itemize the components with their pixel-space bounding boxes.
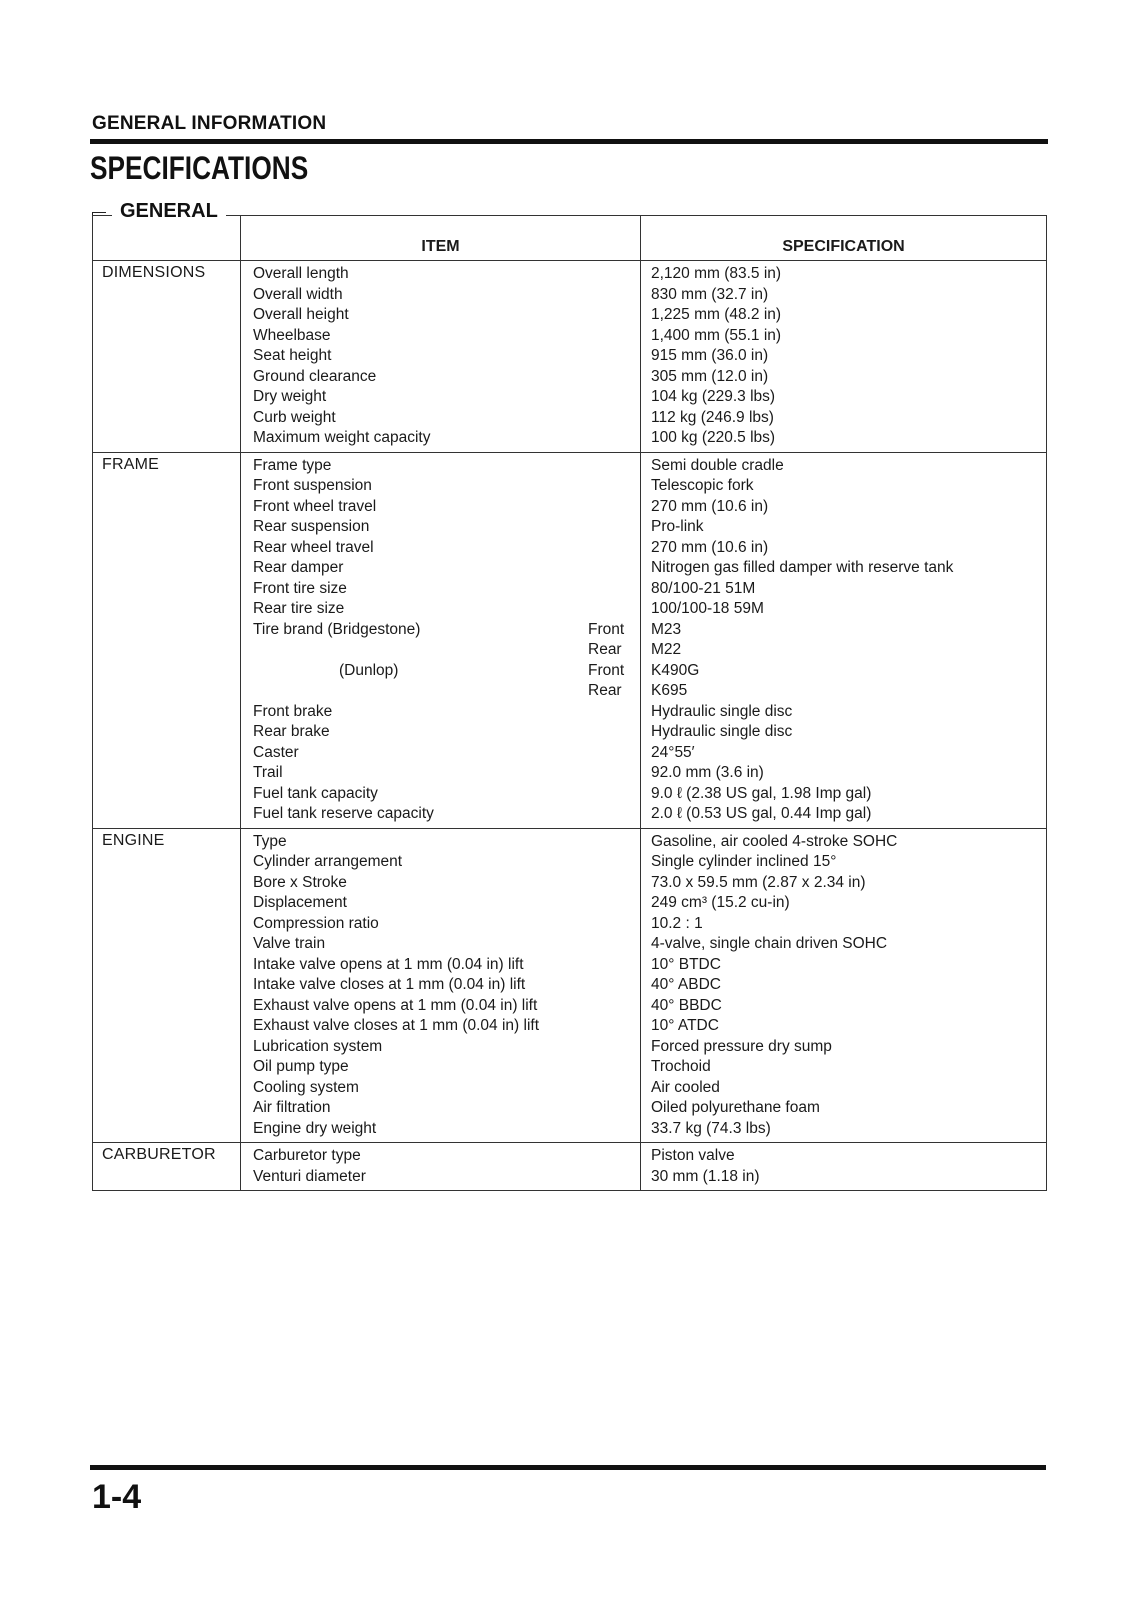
- item-label: Fuel tank capacity: [253, 784, 378, 802]
- item-label: Seat height: [253, 347, 332, 364]
- item-label: Front brake: [253, 702, 333, 720]
- spec-value: K490G: [651, 661, 700, 679]
- item-line: [253, 743, 632, 764]
- item-cell: [241, 452, 641, 828]
- spec-value: Hydraulic single disc: [651, 702, 793, 720]
- item-line: [253, 1098, 632, 1119]
- item-label: Air filtration: [253, 1099, 331, 1116]
- spec-value: Semi double cradle: [651, 456, 784, 474]
- item-column-header: ITEM: [241, 216, 641, 261]
- spec-value: 305 mm (12.0 in): [651, 367, 769, 385]
- item-line: [253, 832, 632, 853]
- item-label: Valve train: [253, 935, 326, 952]
- spec-value: 80/100-21 51M: [651, 579, 756, 597]
- item-line: [253, 1119, 632, 1140]
- spec-value: 2.0 ℓ (0.53 US gal, 0.44 Imp gal): [651, 805, 872, 822]
- spec-value: 73.0 x 59.5 mm (2.87 x 2.34 in): [651, 873, 866, 891]
- item-line: [253, 408, 632, 429]
- table-row: [93, 1143, 1047, 1191]
- spec-cell: [641, 828, 1047, 1143]
- item-line: [253, 1146, 632, 1167]
- spec-value: Air cooled: [651, 1078, 720, 1096]
- item-line: [253, 264, 632, 285]
- item-line: [253, 346, 632, 367]
- spec-cell: [641, 1143, 1047, 1191]
- specification-column-header: SPECIFICATION: [641, 216, 1047, 261]
- table-row: [93, 828, 1047, 1143]
- spec-value: 1,400 mm (55.1 in): [651, 326, 782, 344]
- tire-position-label: Front: [588, 661, 625, 679]
- item-line: [253, 599, 632, 620]
- item-line: [253, 1037, 632, 1058]
- spec-value: Gasoline, air cooled 4-stroke SOHC: [651, 832, 898, 850]
- item-line: [253, 1057, 632, 1078]
- item-line: [253, 428, 632, 449]
- item-line: [253, 661, 632, 682]
- item-label: Rear brake: [253, 723, 330, 740]
- item-label: [253, 681, 588, 702]
- item-line: [253, 620, 632, 641]
- spec-value: 270 mm (10.6 in): [651, 538, 769, 556]
- item-line: [253, 456, 632, 477]
- spec-cell: [641, 452, 1047, 828]
- item-label: Maximum weight capacity: [253, 429, 431, 446]
- spec-value: M22: [651, 641, 682, 658]
- item-line: [253, 517, 632, 538]
- item-label: Compression ratio: [253, 914, 379, 932]
- item-label: Type: [253, 832, 287, 850]
- item-line: [253, 722, 632, 743]
- item-label: Cooling system: [253, 1078, 359, 1096]
- item-label: (Dunlop): [339, 661, 399, 679]
- item-line: [253, 681, 632, 702]
- item-label: Trail: [253, 764, 283, 781]
- spec-value: 100/100-18 59M: [651, 600, 764, 617]
- specifications-table: [92, 215, 1047, 1191]
- item-label: Rear wheel travel: [253, 538, 374, 556]
- spec-value: 10.2 : 1: [651, 914, 703, 932]
- group-label: GENERAL: [112, 200, 226, 223]
- item-label: Rear damper: [253, 559, 344, 576]
- spec-value: M23: [651, 620, 682, 638]
- item-label: Rear tire size: [253, 600, 345, 617]
- spec-value: 249 cm³ (15.2 cu-in): [651, 894, 790, 911]
- spec-value: 10° ATDC: [651, 1017, 719, 1034]
- spec-value: 100 kg (220.5 lbs): [651, 429, 776, 446]
- spec-value: 2,120 mm (83.5 in): [651, 265, 782, 282]
- section-label: GENERAL INFORMATION: [92, 113, 327, 134]
- item-line: [253, 763, 632, 784]
- spec-value: K695: [651, 682, 688, 699]
- item-label: Displacement: [253, 894, 347, 911]
- tire-position-label: Front: [588, 620, 625, 638]
- item-line: [253, 497, 632, 518]
- item-label: Exhaust valve opens at 1 mm (0.04 in) lift: [253, 996, 538, 1014]
- item-line: [253, 558, 632, 579]
- spec-value: Pro-link: [651, 518, 704, 535]
- item-line: [253, 934, 632, 955]
- item-label: Front wheel travel: [253, 497, 377, 515]
- spec-value: 33.7 kg (74.3 lbs): [651, 1119, 771, 1137]
- item-line: [253, 476, 632, 497]
- spec-value: 10° BTDC: [651, 955, 721, 973]
- item-line: [253, 914, 632, 935]
- spec-value: 30 mm (1.18 in): [651, 1167, 760, 1185]
- item-cell: [241, 828, 641, 1143]
- spec-value: 9.0 ℓ (2.38 US gal, 1.98 Imp gal): [651, 784, 872, 802]
- item-label: Bore x Stroke: [253, 873, 347, 891]
- item-label: Venturi diameter: [253, 1167, 366, 1185]
- table-row: [93, 452, 1047, 828]
- item-label: Tire brand (Bridgestone): [253, 620, 421, 638]
- item-line: [253, 326, 632, 347]
- item-line: [253, 784, 632, 805]
- page-number: 1-4: [92, 1478, 142, 1516]
- item-line: [253, 579, 632, 600]
- item-label: Overall width: [253, 285, 343, 303]
- item-label: Front tire size: [253, 579, 347, 597]
- item-label: Caster: [253, 743, 299, 761]
- item-line: [253, 285, 632, 306]
- item-label: Intake valve closes at 1 mm (0.04 in) lift: [253, 976, 526, 993]
- category-cell: DIMENSIONS: [93, 261, 241, 453]
- spec-value: Trochoid: [651, 1058, 711, 1075]
- table-row: [93, 261, 1047, 453]
- spec-value: 1,225 mm (48.2 in): [651, 306, 782, 323]
- spec-value: Forced pressure dry sump: [651, 1037, 832, 1055]
- item-label: Cylinder arrangement: [253, 853, 403, 870]
- spec-value: 112 kg (246.9 lbs): [651, 408, 774, 426]
- spec-cell: [641, 261, 1047, 453]
- spec-value: 830 mm (32.7 in): [651, 285, 769, 303]
- item-label: Curb weight: [253, 408, 336, 426]
- category-cell: CARBURETOR: [93, 1143, 241, 1191]
- item-label: Ground clearance: [253, 367, 377, 385]
- item-label: Frame type: [253, 456, 332, 474]
- item-label: Exhaust valve closes at 1 mm (0.04 in) lift: [253, 1017, 540, 1034]
- spec-value: 24°55′: [651, 743, 695, 761]
- spec-value: 270 mm (10.6 in): [651, 497, 769, 515]
- item-line: [253, 873, 632, 894]
- spec-value: Oiled polyurethane foam: [651, 1099, 820, 1116]
- item-label: Oil pump type: [253, 1058, 349, 1075]
- item-line: [253, 702, 632, 723]
- item-cell: [241, 261, 641, 453]
- item-label: Intake valve opens at 1 mm (0.04 in) lift: [253, 955, 524, 973]
- item-label: Carburetor type: [253, 1147, 361, 1164]
- item-label: Rear suspension: [253, 518, 370, 535]
- item-label: Overall height: [253, 306, 349, 323]
- spec-value: 40° BBDC: [651, 996, 722, 1014]
- item-cell: [241, 1143, 641, 1191]
- item-line: [253, 387, 632, 408]
- header-rule: [90, 139, 1048, 144]
- spec-value: Single cylinder inclined 15°: [651, 853, 837, 870]
- item-line: [253, 996, 632, 1017]
- item-label: [253, 640, 588, 661]
- table-header-row: [93, 216, 1047, 261]
- spec-value: Nitrogen gas filled damper with reserve tank: [651, 559, 954, 576]
- item-label: Wheelbase: [253, 326, 331, 344]
- item-line: [253, 1167, 632, 1188]
- category-cell: FRAME: [93, 452, 241, 828]
- spec-value: Piston valve: [651, 1147, 735, 1164]
- item-label: Engine dry weight: [253, 1119, 377, 1137]
- tire-position-label: Rear: [588, 641, 622, 658]
- item-line: [253, 893, 632, 914]
- spec-value: 40° ABDC: [651, 976, 721, 993]
- item-label: Overall length: [253, 265, 349, 282]
- item-line: [253, 955, 632, 976]
- item-label: Front suspension: [253, 477, 372, 494]
- table-body: [93, 261, 1047, 1191]
- footer-rule: [90, 1465, 1046, 1470]
- item-line: [253, 367, 632, 388]
- spec-value: Telescopic fork: [651, 477, 754, 494]
- group-bracket: [92, 212, 106, 213]
- item-line: [253, 1078, 632, 1099]
- item-line: [253, 852, 632, 873]
- spec-value: 104 kg (229.3 lbs): [651, 388, 776, 405]
- page-title: SPECIFICATIONS: [90, 150, 309, 186]
- category-cell: ENGINE: [93, 828, 241, 1143]
- spec-value: Hydraulic single disc: [651, 723, 793, 740]
- spec-value: 915 mm (36.0 in): [651, 347, 769, 364]
- item-label: Dry weight: [253, 388, 327, 405]
- item-line: [253, 975, 632, 996]
- spec-value: 4-valve, single chain driven SOHC: [651, 935, 888, 952]
- item-label: Lubrication system: [253, 1037, 383, 1055]
- item-line: [253, 305, 632, 326]
- item-label: Fuel tank reserve capacity: [253, 805, 434, 822]
- item-line: [253, 640, 632, 661]
- item-line: [253, 1016, 632, 1037]
- item-line: [253, 804, 632, 825]
- spec-value: 92.0 mm (3.6 in): [651, 764, 764, 781]
- tire-position-label: Rear: [588, 682, 622, 699]
- item-line: [253, 538, 632, 559]
